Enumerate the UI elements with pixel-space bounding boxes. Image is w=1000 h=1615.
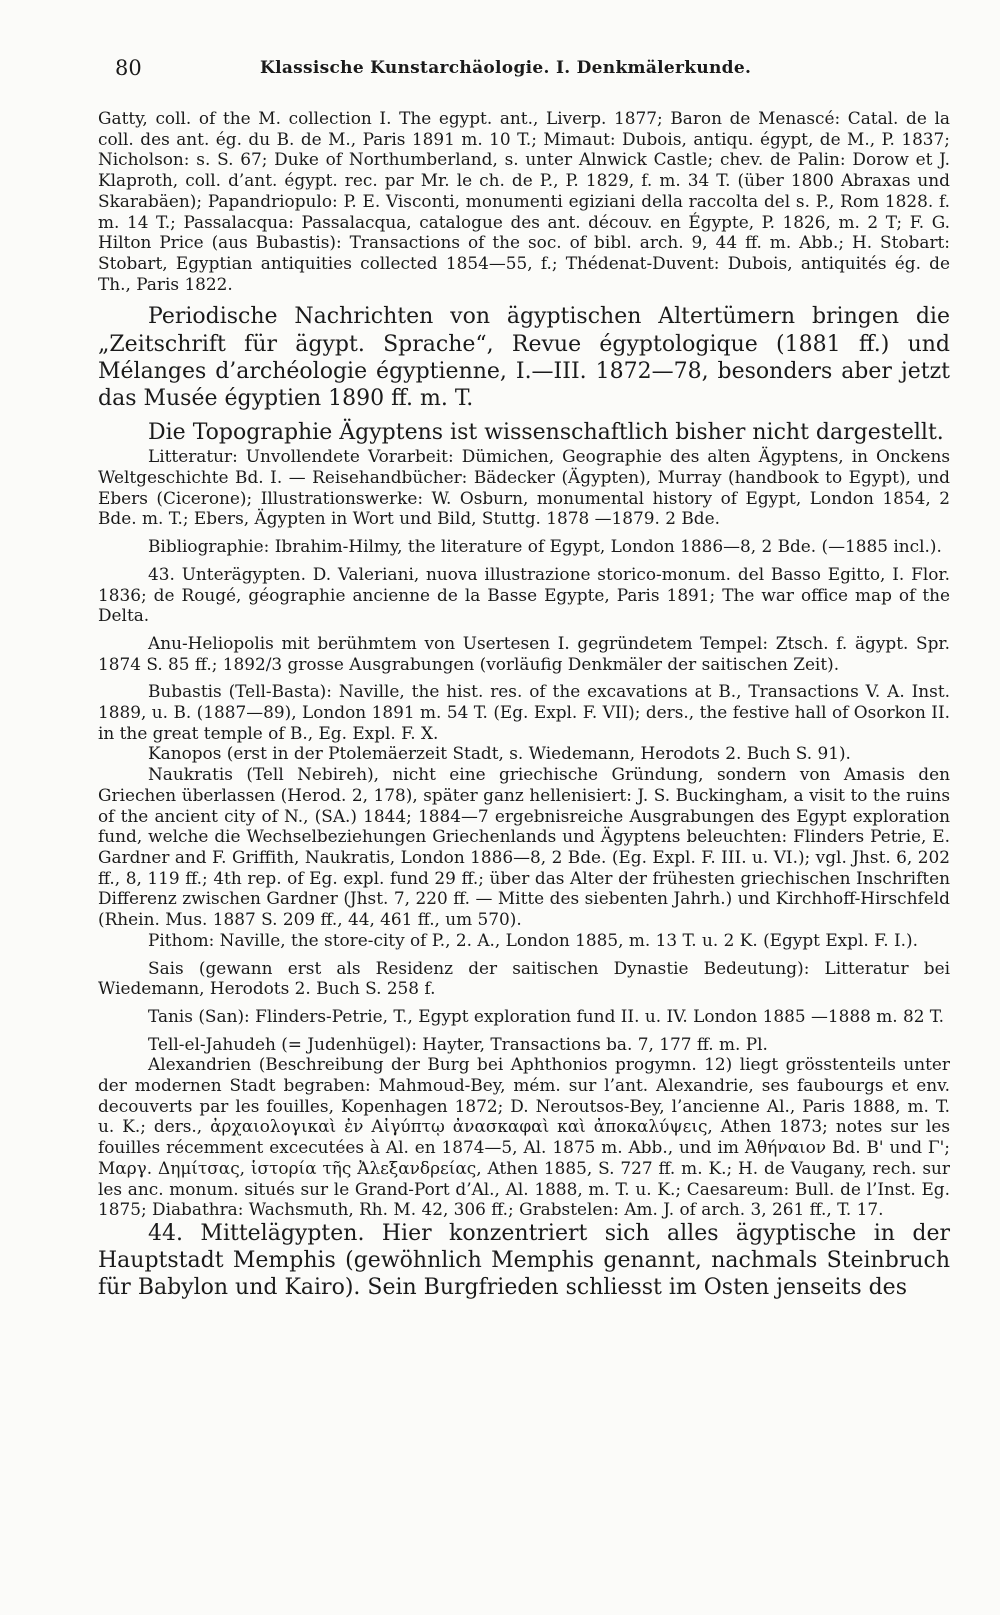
alexandrien-paragraph: Alexandrien (Beschreibung der Burg bei Aphthonios progymn. 12) liegt grösstenteils unter der modernen Stadt begraben: Mahmoud-Bey, mém. sur l’ant. Alexandrie, ses faubourgs et env. decouverts par les fouilles, Kopenhagen 1872; D. Neroutsos-Bey, l’ancienne Al., Paris 1888, m. T. u. K.; ders., ἀρχαιολογικαὶ ἐν Αἰγύπτῳ ἀνασκαφαὶ καὶ ἀποκαλύψεις, Athen 1873; notes sur les fouilles récemment excecutées à Al. en 1874—5, Al. 1875 m. Abb., und im Ἀθήναιον Bd. Β' und Γ'; Μαργ. Δημίτσας, ἱστορία τῆς Ἀλεξανδρείας, Athen 1885, S. 727 ff. m. K.; H. de Vaugany, rech. sur les anc. monum. situés sur le Grand-Port d’Al., Al. 1888, m. T. u. K.; Caesareum: Bull. de l’Inst. Eg. 1875; Diabathra: Wachsmuth, Rh. M. 42, 306 ff.; Grabstelen: Am. J. of arch. 3, 261 ff., T. 17. [98,1054,950,1220]
pithom-paragraph: Pithom: Naville, the store-city of P., 2. A., London 1885, m. 13 T. u. 2 K. (Egypt Expl. F. I.). [148,929,918,950]
tanis-paragraph: Tanis (San): Flinders-Petrie, T., Egypt exploration fund II. u. IV. London 1885 —1888 m. 82 T. [148,1005,944,1026]
kanopos-paragraph: Kanopos (erst in der Ptolemäerzeit Stadt, s. Wiedemann, Herodots 2. Buch S. 91). [148,743,851,764]
topography-paragraph: Die Topographie Ägyptens ist wissenschaftlich bisher nicht dargestellt. [148,420,944,446]
page-body [98,108,950,1302]
bibliography-paragraph: Bibliographie: Ibrahim-Hilmy, the literature of Egypt, London 1886—8, 2 Bde. (—1885 incl.). [148,536,942,557]
heliopolis-paragraph: Anu-Heliopolis mit berühmtem von Usertesen I. gegründetem Tempel: Ztsch. f. ägypt. Spr. 1874 S. 85 ff.; 1892/3 grosse Ausgrabungen (vorläufig Denkmäler der saitischen Zeit). [98,632,950,674]
naukratis-paragraph: Naukratis (Tell Nebireh), nicht eine griechische Gründung, sondern von Amasis den Griechen überlassen (Herod. 2, 178), später ganz hellenisiert: J. S. Buckingham, a visit to the ruins of the ancient city of N., (SA.) 1844; 1884—7 ergebnisreiche Ausgrabungen des Egypt exploration fund, welche die Wechselbeziehungen Griechenlands und Ägyptens beleuchten: Flinders Petrie, E. Gardner and F. Griffith, Naukratis, London 1886—8, 2 Bde. (Eg. Expl. F. III. u. VI.); vgl. Jhst. 6, 202 ff., 8, 119 ff.; 4th rep. of Eg. expl. fund 29 ff.; über das Alter der frühesten griechischen Inschriften Differenz zwischen Gardner (Jhst. 7, 220 ff. — Mitte des siebenten Jahrh.) und Kirchhoff-Hirschfeld (Rhein. Mus. 1887 S. 209 ff., 44, 461 ff., um 570). [98,764,950,930]
bubastis-paragraph: Bubastis (Tell-Basta): Naville, the hist. res. of the excavations at B., Transactions V. A. Inst. 1889, u. B. (1887—89), London 1891 m. 54 T. (Eg. Expl. F. VII); ders., the festive hall of Osorkon II. in the great temple of B., Eg. Expl. F. X. [98,681,950,743]
literature-paragraph: Litteratur: Unvollendete Vorarbeit: Dümichen, Geographie des alten Ägyptens, in Onckens Weltgeschichte Bd. I. — Reisehandbücher: Bädecker (Ägypten), Murray (handbook to Egypt), und Ebers (Cicerone); Illustrationswerke: W. Osburn, monumental history of Egypt, London 1854, 2 Bde. m. T.; Ebers, Ägypten in Wort und Bild, Stuttg. 1878 —1879. 2 Bde. [98,446,950,529]
section-43-paragraph: 43. Unterägypten. D. Valeriani, nuova illustrazione storico-monum. del Basso Egitto, I. Flor. 1836; de Rougé, géographie ancienne de la Basse Egypte, Paris 1891; The war office map of the Delta. [98,563,950,626]
section-44-paragraph: 44. Mittelägypten. Hier konzentriert sich alles ägyptische in der Hauptstadt Memphis (gewöhnlich Memphis genannt, nachmals Steinbruch für Babylon und Kairo). Sein Burgfrieden schliesst im Osten jenseits des [98,1220,950,1301]
tell-el-jahudeh-paragraph: Tell-el-Jahudeh (= Judenhügel): Hayter, Transactions ba. 7, 177 ff. m. Pl. [148,1033,768,1054]
page-number: 80 [115,56,142,80]
sais-paragraph: Sais (gewann erst als Residenz der saitischen Dynastie Bedeutung): Litteratur bei Wiedemann, Herodots 2. Buch S. 258 f. [98,957,950,999]
running-title: Klassische Kunstarchäologie. I. Denkmälerkunde. [260,58,752,78]
page-header [115,56,815,86]
collections-paragraph: Gatty, coll. of the M. collection I. The egypt. ant., Liverp. 1877; Baron de Menascé: Catal. de la coll. des ant. ég. du B. de M., Paris 1891 m. 10 T.; Mimaut: Dubois, antiqu. égypt, de M., P. 1837; Nicholson: s. S. 67; Duke of Northumberland, s. unter Alnwick Castle; chev. de Palin: Dorow et J. Klaproth, coll. d’ant. égypt. rec. par Mr. le ch. de P., P. 1829, f. m. 34 T. (über 1800 Abraxas und Skarabäen); Papandriopulo: P. E. Visconti, monumenti egiziani della raccolta del s. P., Rom 1828. f. m. 14 T.; Passalacqua: Passalacqua, catalogue des ant. découv. en Égypte, P. 1826, m. 2 T; F. G. Hilton Price (aus Bubastis): Transactions of the soc. of bibl. arch. 9, 44 ff. m. Abb.; H. Stobart: Stobart, Egyptian antiquities collected 1854—55, f.; Thédenat-Duvent: Dubois, antiquités ég. de Th., Paris 1822. [98,108,950,294]
periodicals-paragraph: Periodische Nachrichten von ägyptischen Altertümern bringen die „Zeitschrift für ägypt. Sprache“, Revue égyptologique (1881 ff.) und Mélanges d’archéologie égyptienne, I.—III. 1872—78, besonders aber jetzt das Musée égyptien 1890 ff. m. T. [98,304,950,411]
